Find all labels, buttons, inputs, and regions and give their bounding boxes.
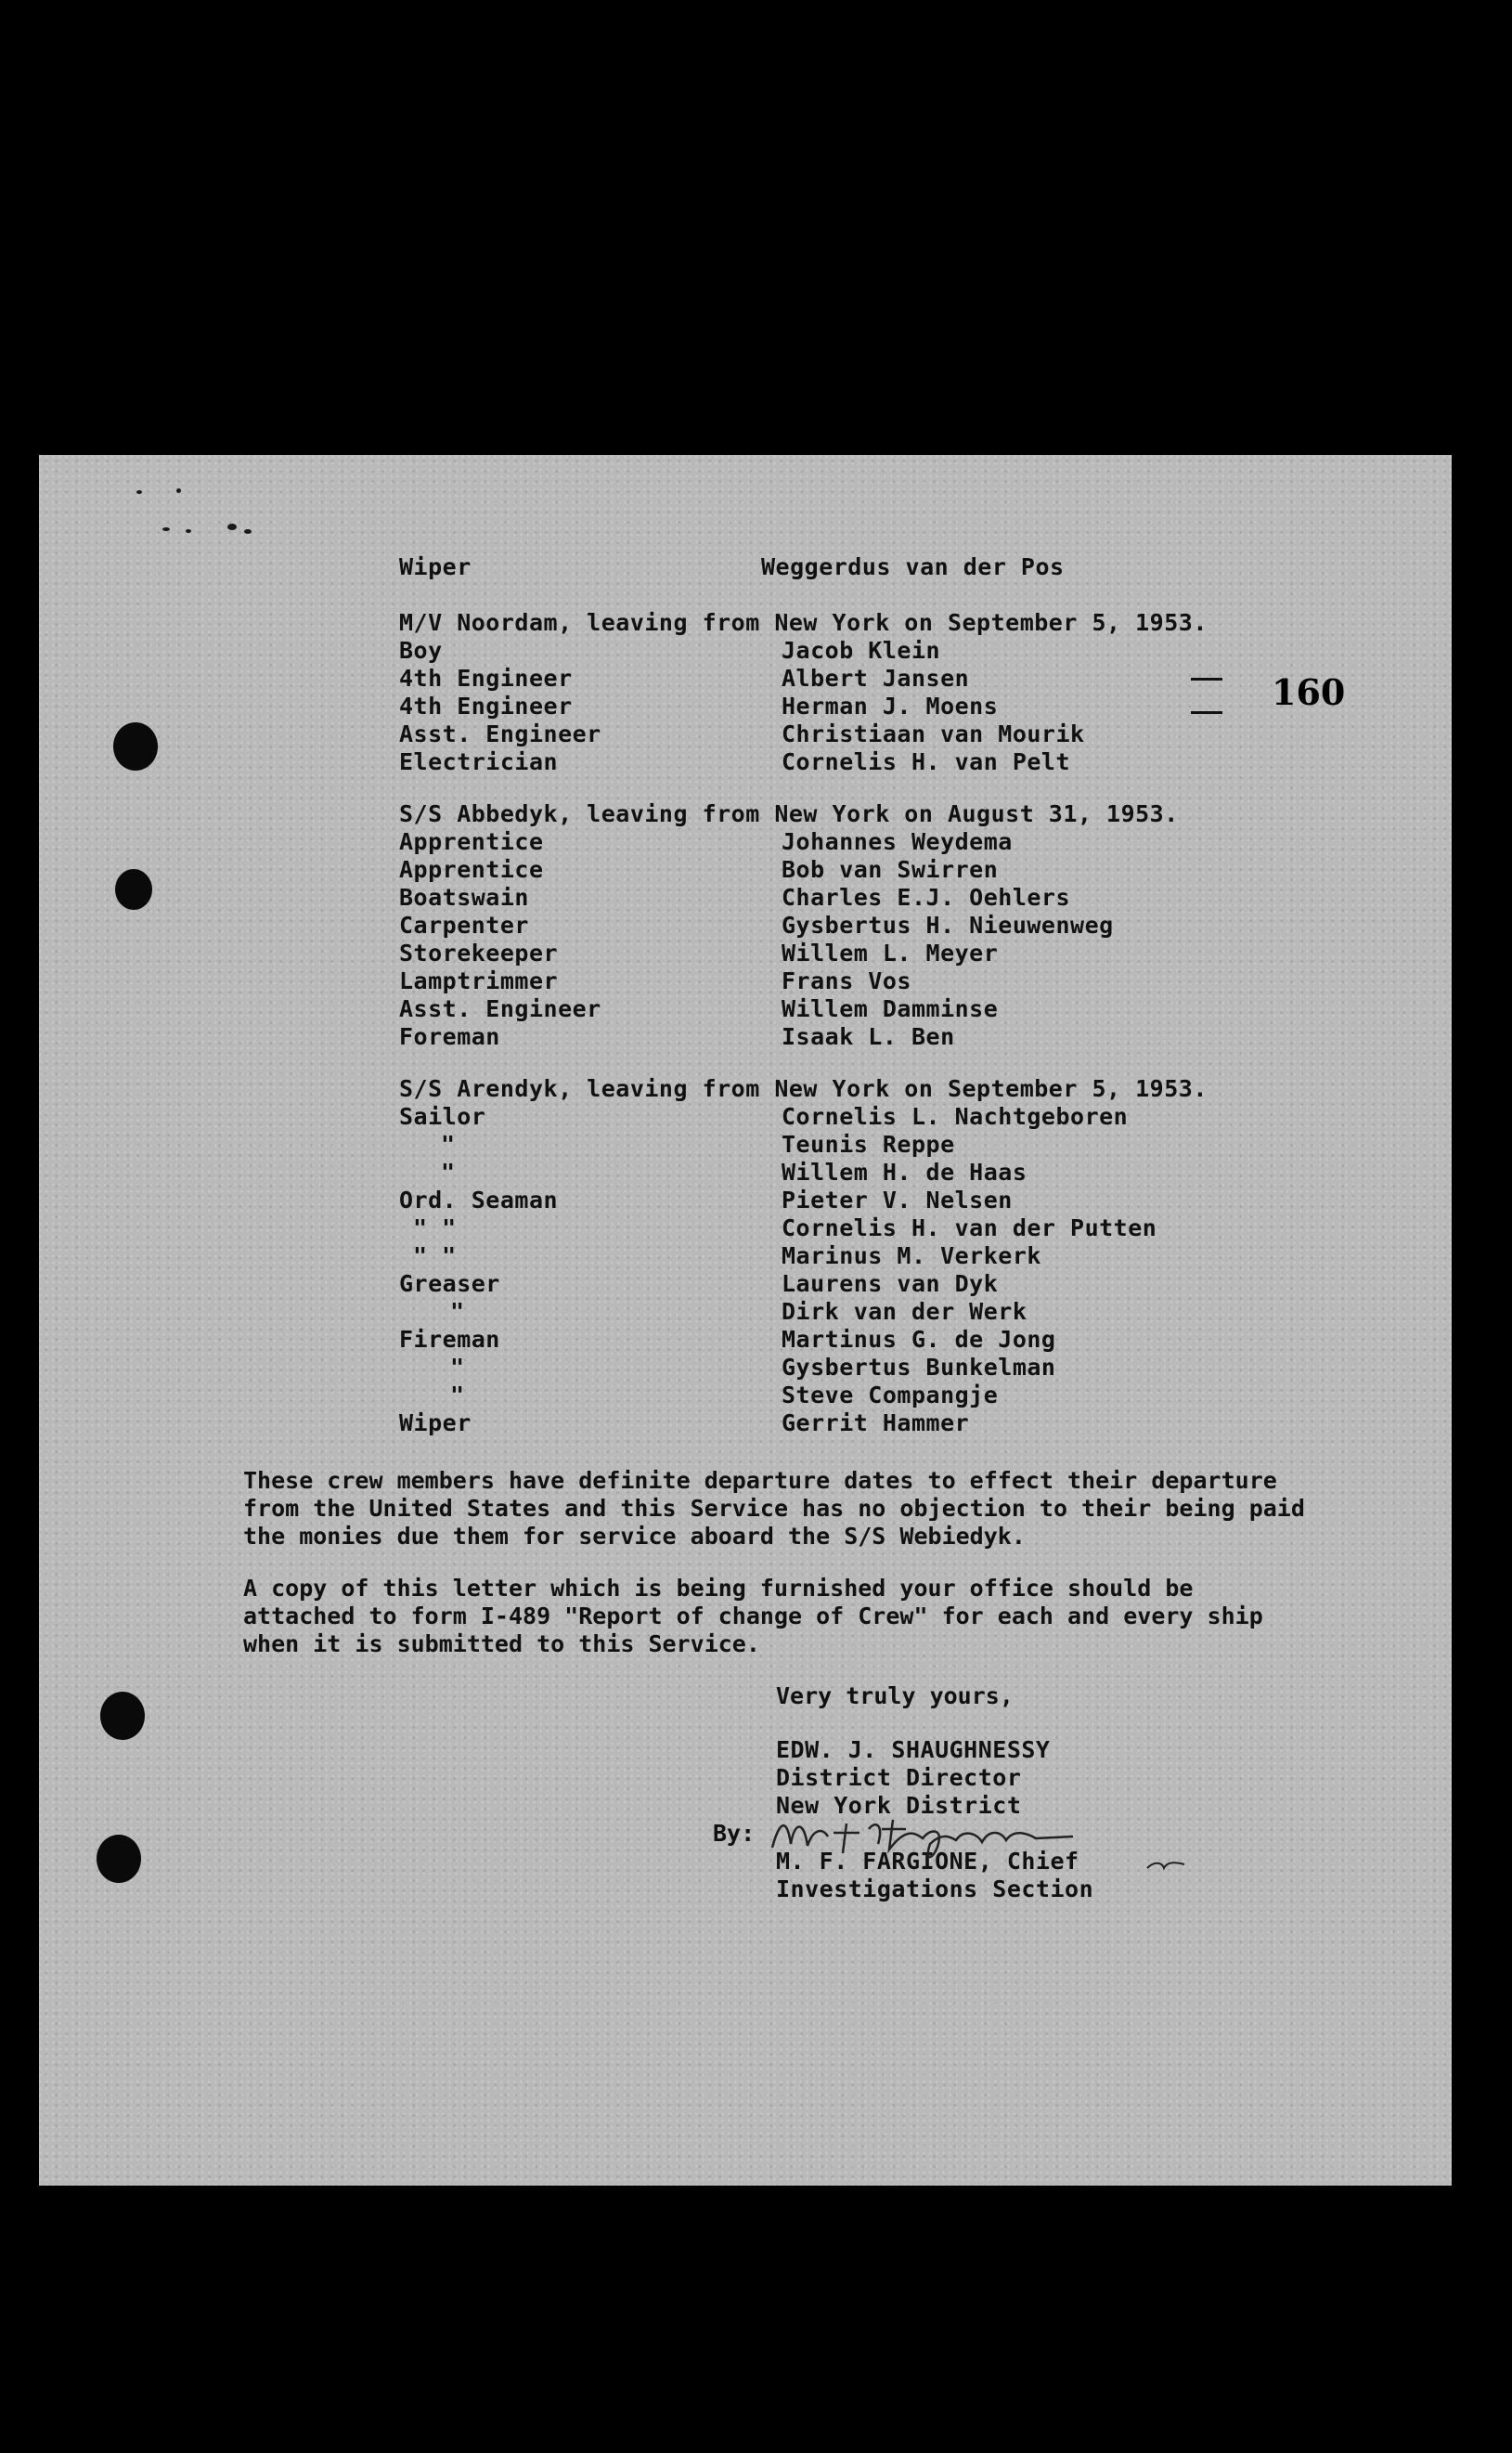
crew-name: Gysbertus H. Nieuwenweg — [782, 912, 1114, 939]
crew-name: Herman J. Moens — [782, 693, 999, 720]
crew-rank: Boatswain — [399, 884, 529, 911]
crew-list — [399, 553, 1234, 1445]
crew-rank: Apprentice — [399, 856, 544, 883]
page-number: 160 — [1272, 671, 1346, 713]
ship-heading: S/S Abbedyk, leaving from New York on August 31, 1953. — [399, 800, 1179, 827]
crew-rank: Boy — [399, 637, 443, 664]
punch-hole-4 — [97, 1835, 141, 1883]
ship-heading: S/S Arendyk, leaving from New York on September 5, 1953. — [399, 1075, 1208, 1102]
crew-rank: 4th Engineer — [399, 693, 573, 720]
crew-name: Teunis Reppe — [782, 1131, 955, 1158]
crew-name: Gysbertus Bunkelman — [782, 1354, 1056, 1381]
crew-name: Jacob Klein — [782, 637, 941, 664]
crew-name: Pieter V. Nelsen — [782, 1187, 1013, 1214]
paragraph-1: These crew members have definite departure dates to effect their departure from the United States and this Service has no objection to their being paid the monies due them for service aboard the S/S Webiedyk. — [243, 1467, 1305, 1550]
crew-name: Frans Vos — [782, 967, 911, 994]
crew-rank: Greaser — [399, 1270, 500, 1297]
crew-name: Laurens van Dyk — [782, 1270, 999, 1297]
crew-rank: Lamptrimmer — [399, 967, 559, 994]
paper-specks — [135, 483, 265, 548]
crew-name: Willem H. de Haas — [782, 1159, 1027, 1186]
by-label: By: — [713, 1820, 756, 1847]
punch-hole-1 — [113, 722, 158, 771]
crew-rank: " — [441, 1159, 456, 1186]
crew-name: Gerrit Hammer — [782, 1409, 970, 1436]
crew-name: Albert Jansen — [782, 665, 970, 692]
crew-rank: Storekeeper — [399, 940, 559, 967]
crew-rank: Fireman — [399, 1326, 500, 1353]
crew-name: Bob van Swirren — [782, 856, 999, 883]
top-line-name: Weggerdus van der Pos — [761, 553, 1065, 580]
section-name: Investigations Section — [776, 1875, 1094, 1902]
director-title: District Director — [776, 1764, 1022, 1791]
crew-name: Willem L. Meyer — [782, 940, 999, 967]
crew-name: Steve Compangje — [782, 1382, 999, 1408]
top-line-rank: Wiper — [399, 553, 472, 580]
crew-rank: " — [450, 1298, 465, 1325]
crew-name: Christiaan van Mourik — [782, 720, 1085, 747]
crew-rank: " — [441, 1131, 456, 1158]
crew-rank: Ord. Seaman — [399, 1187, 559, 1214]
punch-hole-2 — [115, 869, 152, 910]
crew-rank: Asst. Engineer — [399, 995, 601, 1022]
crew-rank: Foreman — [399, 1023, 500, 1050]
crew-rank: Carpenter — [399, 912, 529, 939]
closing: Very truly yours, — [776, 1682, 1014, 1709]
crew-rank: " — [450, 1382, 465, 1408]
crew-name: Martinus G. de Jong — [782, 1326, 1056, 1353]
paragraph-2: A copy of this letter which is being furnished your office should be attached to form I-489 "Report of change of Crew" for each and every ship when it is submitted to this Service. — [243, 1575, 1263, 1657]
crew-name: Marinus M. Verkerk — [782, 1242, 1041, 1269]
crew-rank: " " — [413, 1214, 457, 1241]
punch-hole-3 — [100, 1692, 145, 1740]
crew-rank: Wiper — [399, 1409, 472, 1436]
crew-rank: " " — [413, 1242, 457, 1269]
district-name: New York District — [776, 1792, 1022, 1819]
crew-rank: " — [450, 1354, 465, 1381]
ship-heading: M/V Noordam, leaving from New York on September 5, 1953. — [399, 609, 1208, 636]
crew-rank: 4th Engineer — [399, 665, 573, 692]
crew-name: Isaak L. Ben — [782, 1023, 955, 1050]
signer-name: M. F. FARGIONE, Chief — [776, 1848, 1079, 1875]
crew-name: Cornelis H. van Pelt — [782, 748, 1071, 775]
director-name: EDW. J. SHAUGHNESSY — [776, 1736, 1051, 1763]
crew-name: Johannes Weydema — [782, 828, 1013, 855]
crew-rank: Electrician — [399, 748, 559, 775]
crew-name: Dirk van der Werk — [782, 1298, 1027, 1325]
crew-rank: Sailor — [399, 1103, 486, 1130]
crew-rank: Asst. Engineer — [399, 720, 601, 747]
crew-name: Charles E.J. Oehlers — [782, 884, 1071, 911]
crew-name: Willem Damminse — [782, 995, 999, 1022]
crew-rank: Apprentice — [399, 828, 544, 855]
crew-name: Cornelis L. Nachtgeboren — [782, 1103, 1129, 1130]
handwritten-signature — [767, 1801, 1194, 1875]
crew-name: Cornelis H. van der Putten — [782, 1214, 1157, 1241]
